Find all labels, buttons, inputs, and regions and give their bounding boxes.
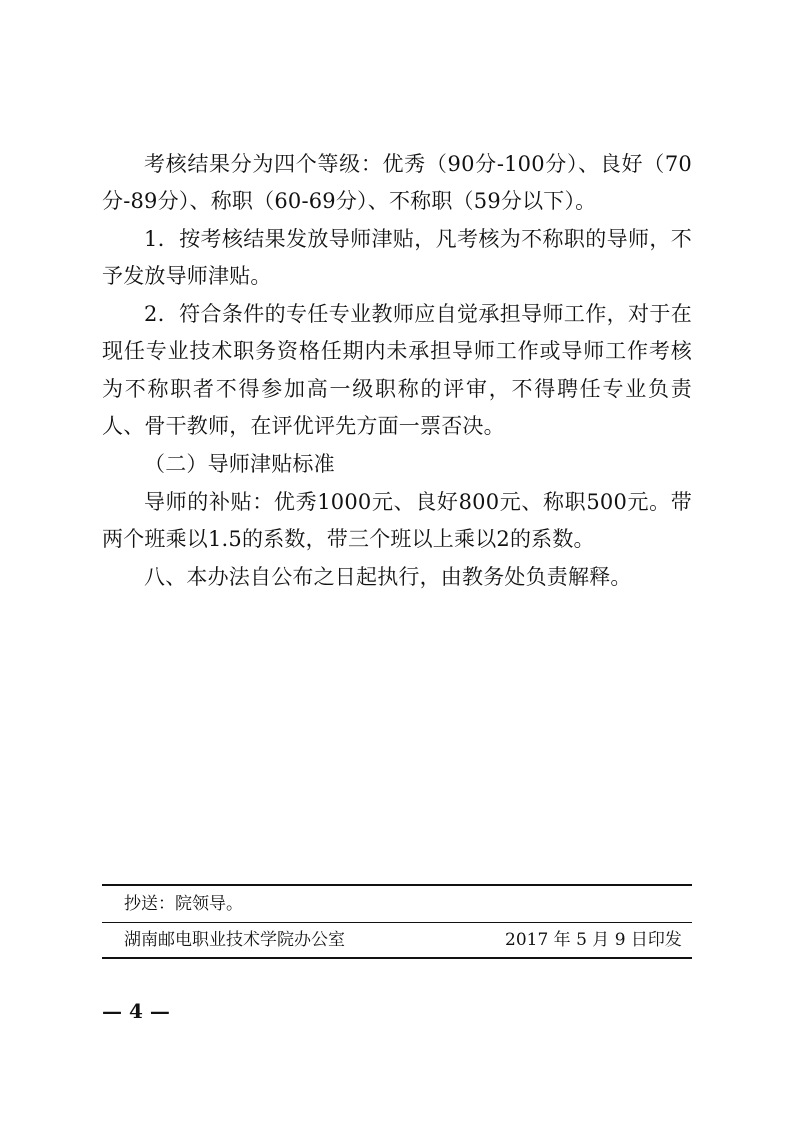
issue-date: 2017 年 5 月 9 日印发 bbox=[505, 930, 682, 950]
page-number: — 4 — bbox=[102, 999, 170, 1023]
allowance-amount-paragraph: 导师的补贴：优秀1000元、良好800元、称职500元。带两个班乘以1.5的系数，带三个班以上乘以2的系数。 bbox=[102, 490, 692, 552]
assessment-grades-paragraph: 考核结果分为四个等级：优秀（90分-100分）、良好（70分-89分）、称职（60-69分）、不称职（59分以下）。 bbox=[102, 152, 692, 214]
section-heading-allowance-standard: （二）导师津贴标准 bbox=[144, 452, 335, 476]
footer-bottom-rule bbox=[102, 957, 692, 959]
cc-line: 抄送：院领导。 bbox=[124, 894, 243, 914]
issuer-name: 湖南邮电职业技术学院办公室 bbox=[124, 930, 345, 950]
effective-date-paragraph: 八、本办法自公布之日起执行，由教务处负责解释。 bbox=[144, 565, 632, 589]
allowance-rule-paragraph: 1．按考核结果发放导师津贴，凡考核为不称职的导师，不予发放导师津贴。 bbox=[102, 227, 692, 289]
mentor-obligation-paragraph: 2．符合条件的专任专业教师应自觉承担导师工作，对于在现任专业技术职务资格任期内未承担导师工作或导师工作考核为不称职者不得参加高一级职称的评审，不得聘任专业负责人、骨干教师，在评优评先方面一票否决。 bbox=[102, 302, 692, 439]
footer-top-rule bbox=[102, 884, 692, 886]
footer-middle-rule bbox=[102, 922, 692, 923]
